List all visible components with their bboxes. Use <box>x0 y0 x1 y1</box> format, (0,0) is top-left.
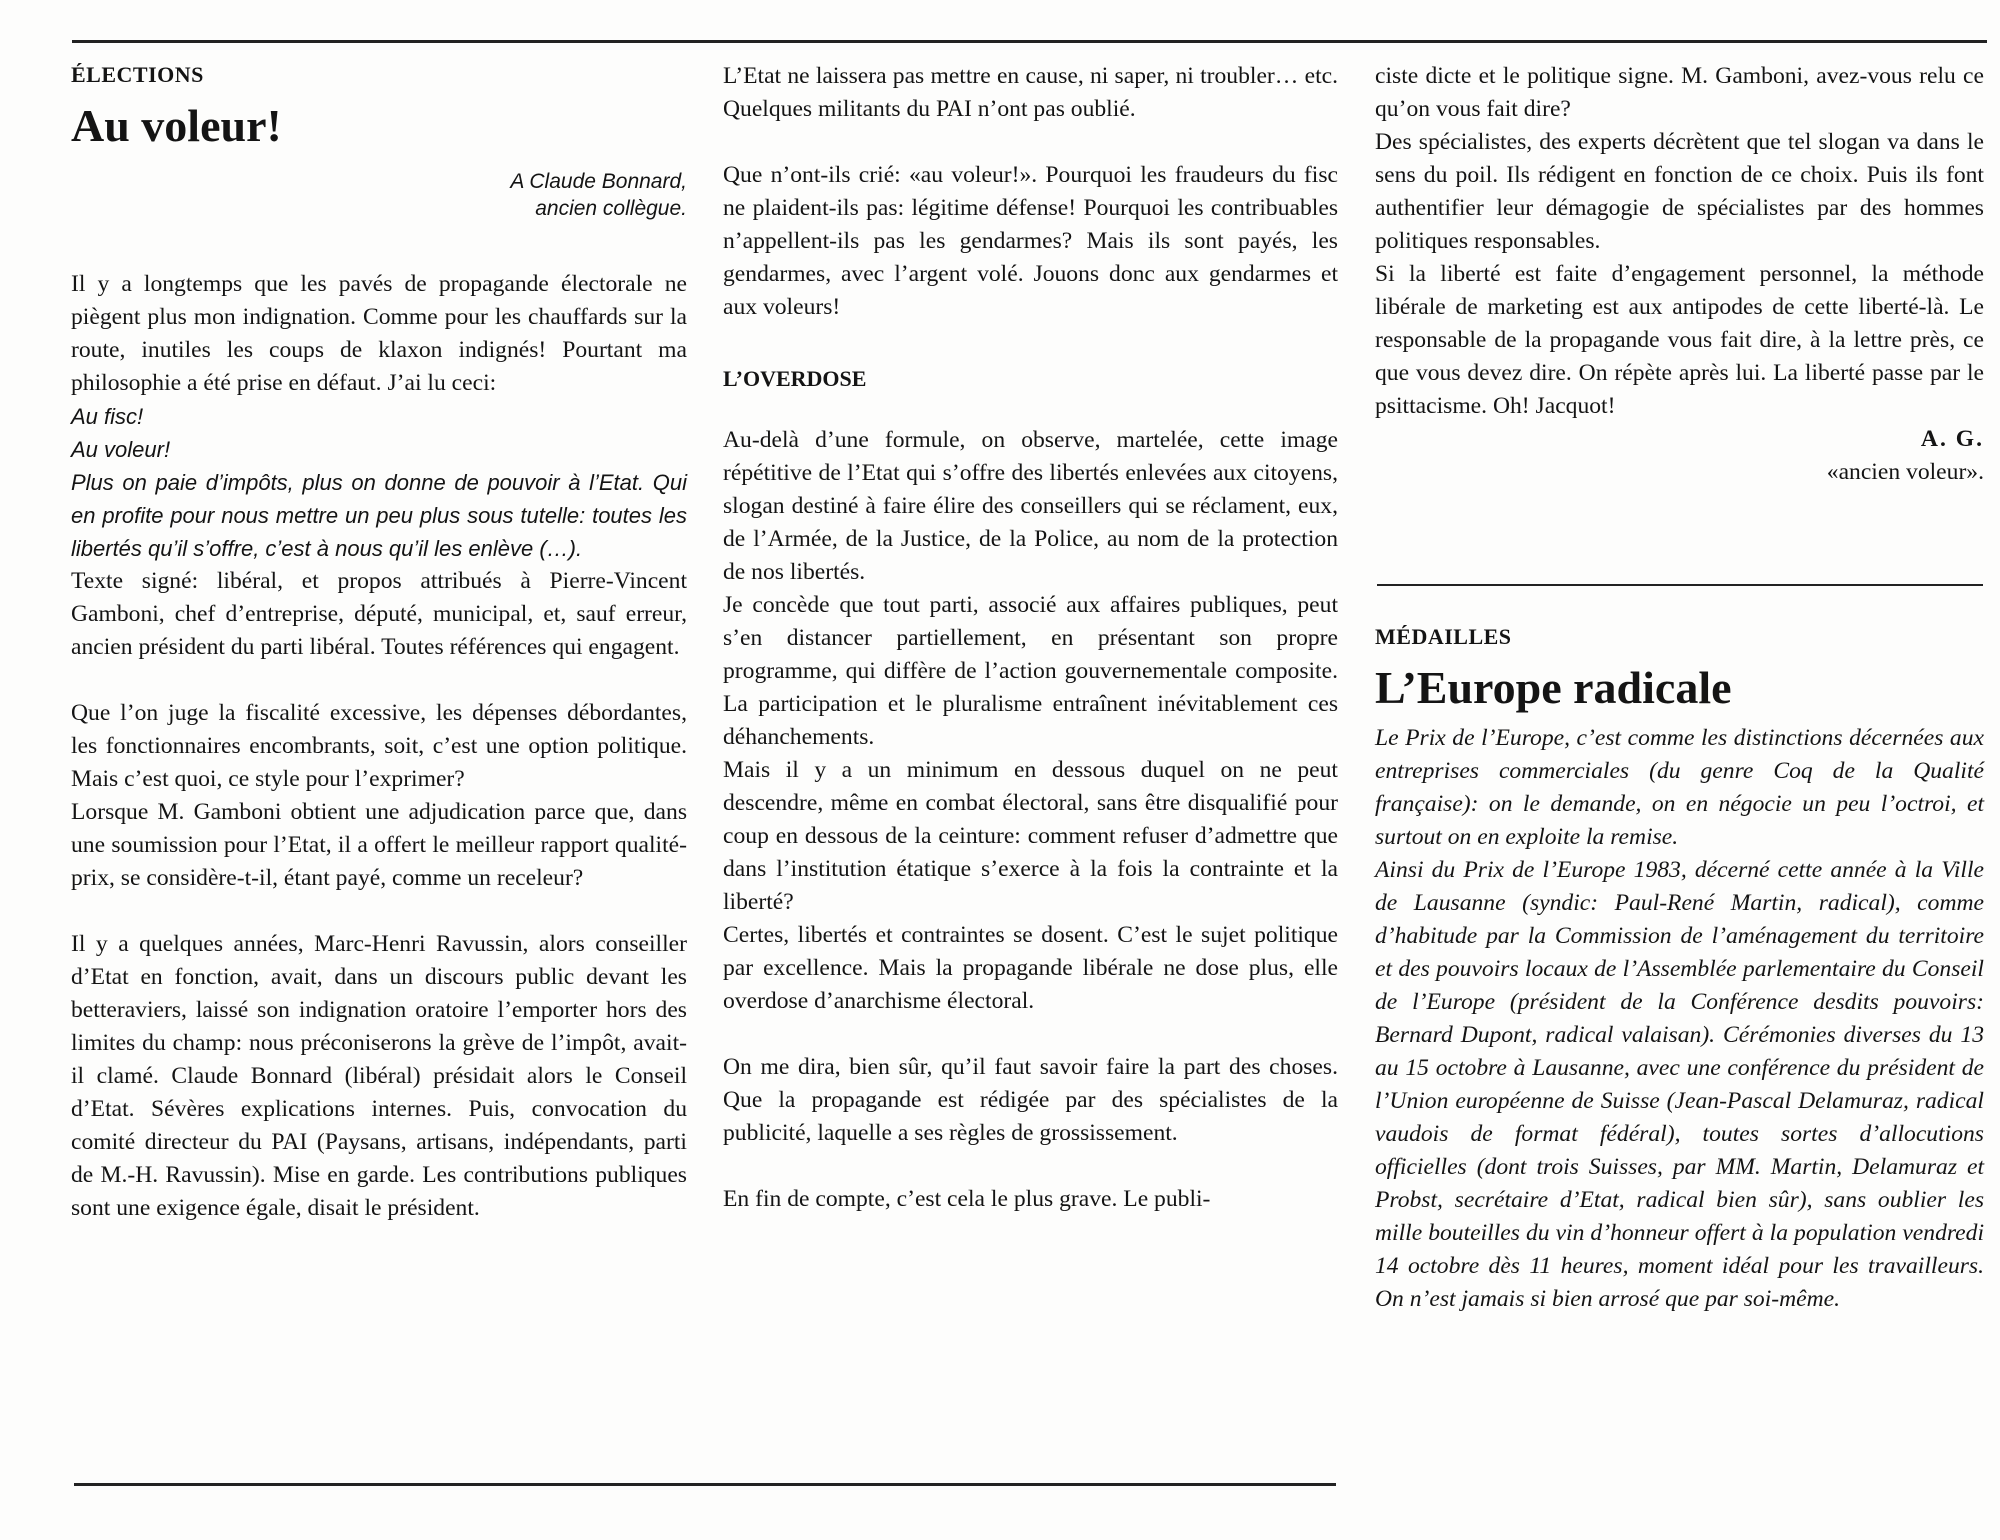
paragraph: Mais il y a un minimum en dessous duquel on ne peut descendre, même en combat électoral, sans être disqualifié pour coup en dessous de la ceinture: comment refuser d’admettre que dans l’institution étatique s’exerce à la fois la contrainte et la liberté? <box>723 757 1338 915</box>
paragraph: Le Prix de l’Europe, c’est comme les distinctions décernées aux entreprises commerciales (du genre Coq de la Qualité française): on le demande, on en négocie un peu l’octroi, et surtout on en exploite la remise. <box>1375 725 1984 850</box>
article-separator-rule <box>1377 584 1983 586</box>
quote-line: Au voleur! <box>71 437 171 462</box>
paragraph: Je concède que tout parti, associé aux affaires publiques, peut s’en distancer partiellement, en présentant son propre programme, qui diffère de l’action gouvernementale composite. La participation et le pluralisme entraînent inévitablement ces déhanchements. <box>723 592 1338 750</box>
paragraph: En fin de compte, c’est cela le plus grave. Le publi- <box>723 1186 1211 1212</box>
signature-note: «ancien voleur». <box>1826 459 1984 485</box>
section-subhead: L’OVERDOSE <box>723 366 867 391</box>
paragraph: Au-delà d’une formule, on observe, martelée, cette image répétitive de l’Etat qui s’offre des libertés enlevées aux citoyens, slogan destiné à faire élire des conseillers qui se réclament, eux, de l’Armée, de la Justice, de la Police, au nom de la protection de nos libertés. <box>723 427 1338 585</box>
article-kicker: MÉDAILLES <box>1375 624 1512 649</box>
paragraph: L’Etat ne laissera pas mettre en cause, ni saper, ni troubler… etc. Quelques militants du PAI n’ont pas oublié. <box>723 63 1338 122</box>
paragraph: Texte signé: libéral, et propos attribués à Pierre-Vincent Gamboni, chef d’entreprise, député, municipal, et, sauf erreur, ancien président du parti libéral. Toutes références qui engagent. <box>71 568 687 660</box>
article-kicker: ÉLECTIONS <box>71 62 204 87</box>
paragraph: Certes, libertés et contraintes se dosent. C’est le sujet politique par excellence. Mais la propagande libérale ne dose plus, elle overdose d’anarchisme électoral. <box>723 922 1338 1014</box>
paragraph: Ainsi du Prix de l’Europe 1983, décerné cette année à la Ville de Lausanne (syndic: Paul-René Martin, radical), comme d’habitude par la Commission de l’aménagement du territoire et des pouvoirs locaux de l’Assemblée parlementaire du Conseil de l’Europe (président de la Conférence desdits pouvoirs: Bernard Dupont, radical valaisan). Cérémonies diverses du 13 au 15 octobre à Lausanne, avec une conférence du président de l’Union européenne de Suisse (Jean-Pascal Delamuraz, radical vaudois de format fédéral), toutes sortes d’allocutions officielles (dont trois Suisses, par MM. Martin, Delamuraz et Probst, secrétaire d’Etat, radical bien sûr), sans oublier les mille bouteilles du vin d’honneur offert à la population vendredi 14 octobre dès 11 heures, moment idéal pour les travailleurs. On n’est jamais si bien arrosé que par soi-même. <box>1375 857 1984 1312</box>
quote-line: Au fisc! <box>71 404 144 429</box>
dedication <box>71 168 687 222</box>
paragraph: On me dira, bien sûr, qu’il faut savoir faire la part des choses. Que la propagande est rédigée par des spécialistes de la publicité, laquelle a ses règles de grossissement. <box>723 1054 1338 1146</box>
column-3-continuation <box>1375 60 1984 489</box>
paragraph: Que l’on juge la fiscalité excessive, les dépenses débordantes, les fonctionnaires encombrants, soit, c’est une option politique. Mais c’est quoi, ce style pour l’exprimer? <box>71 700 687 792</box>
dedication-line: ancien collègue. <box>535 197 687 220</box>
paragraph: Si la liberté est faite d’engagement personnel, la méthode libérale de marketing est aux antipodes de cette liberté-là. Le responsable de la propagande vous fait dire, à la lettre près, ce que vous devez dire. On répète après lui. La liberté passe par le psittacisme. Oh! Jacquot! <box>1375 261 1984 419</box>
top-rule <box>72 40 1987 43</box>
paragraph: Que n’ont-ils crié: «au voleur!». Pourquoi les fraudeurs du fisc ne plaident-ils pas: légitime défense! Pourquoi les contribuables n’appellent-ils pas les gendarmes? Mais ils sont payés, les gendarmes, avec l’argent volé. Jouons donc aux gendarmes et aux voleurs! <box>723 162 1338 320</box>
paragraph: Il y a quelques années, Marc-Henri Ravussin, alors conseiller d’Etat en fonction, avait, dans un discours public devant les betteraviers, laissé son indignation oratoire l’emporter hors des limites du champ: nous préconiserons la grève de l’impôt, avait-il clamé. Claude Bonnard (libéral) présidait alors le Conseil d’Etat. Sévères explications internes. Puis, convocation du comité directeur du PAI (Paysans, artisans, indépendants, parti de M.-H. Ravussin). Mise en garde. Les contributions publiques sont une exigence égale, disait le président. <box>71 931 687 1221</box>
paragraph: Lorsque M. Gamboni obtient une adjudication parce que, dans une soumission pour l’Etat, il a offert le meilleur rapport qualité-prix, se considère-t-il, étant payé, comme un receleur? <box>71 799 687 891</box>
bottom-rule <box>74 1483 1336 1486</box>
paragraph: Il y a longtemps que les pavés de propagande électorale ne piègent plus mon indignation. Comme pour les chauffards sur la route, inutiles les coups de klaxon indignés! Pourtant ma philosophie a été prise en défaut. J’ai lu ceci: <box>71 271 687 396</box>
paragraph: ciste dicte et le politique signe. M. Gamboni, avez-vous relu ce qu’on vous fait dire? <box>1375 63 1984 122</box>
column-1 <box>71 60 687 1225</box>
article-title: Au voleur! <box>71 100 282 151</box>
column-2 <box>723 60 1338 1216</box>
article-2 <box>1375 622 1984 1316</box>
article-title: L’Europe radicale <box>1375 662 1732 713</box>
paragraph: Des spécialistes, des experts décrètent que tel slogan va dans le sens du poil. Ils rédigent en fonction de ce choix. Puis ils font authentifier leur démagogie de spécialistes par des hommes politiques responsables. <box>1375 129 1984 254</box>
dedication-line: A Claude Bonnard, <box>510 170 687 193</box>
quote-paragraph: Plus on paie d’impôts, plus on donne de pouvoir à l’Etat. Qui en profite pour nous mettre un peu plus sous tutelle: toutes les libertés qu’il s’offre, c’est à nous qu’il les enlève (…). <box>71 470 687 561</box>
signature: A. G. <box>1920 426 1984 452</box>
